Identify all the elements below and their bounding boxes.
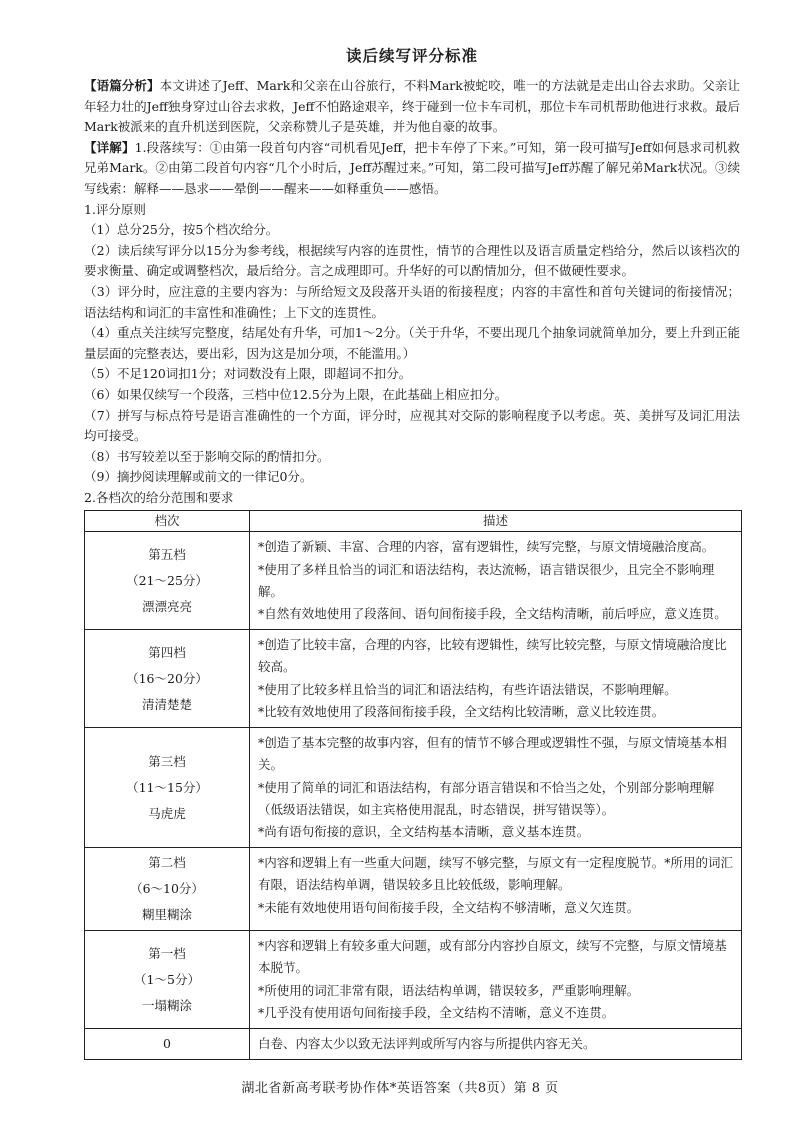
level-nickname: 一塌糊涂 <box>141 997 192 1013</box>
level-range: （16～20分） <box>126 670 208 686</box>
principle-item: （4）重点关注续写完整度，结尾处有升华，可加1～2分。（关于升华，不要出现几个抽象词就简单加分，要上升到正能量层面的完整表达，要出彩，因为这是加分项，不能滥用。） <box>84 325 740 361</box>
level-cell <box>85 848 250 931</box>
level-cell <box>85 532 250 630</box>
description-line: *创造了比较丰富，合理的内容，比较有逻辑性，续写比较完整，与原文情境融洽度比较高。 <box>258 637 727 675</box>
description-line: *内容和逻辑上有较多重大问题，或有部分内容抄自原文，续写不完整，与原文情境基本脱节。 <box>258 938 727 976</box>
description-line: *几乎没有使用语句间衔接手段，全文结构不清晰，意义不连贯。 <box>258 1004 615 1020</box>
level-name: 第三档 <box>148 753 186 769</box>
level-nickname: 漂漂亮亮 <box>141 598 192 614</box>
level-cell <box>85 931 250 1029</box>
description-cell <box>250 1028 742 1059</box>
description-line: *比较有效地使用了段落间衔接手段，全文结构比较清晰，意义比较连贯。 <box>258 703 665 719</box>
description-line: *创造了新颖、丰富、合理的内容，富有逻辑性，续写完整，与原文情境融洽度高。 <box>258 539 715 555</box>
description-line: *所使用的词汇非常有限，语法结构单调，错误较多，严重影响理解。 <box>258 982 640 998</box>
level-range: （11～15分） <box>126 779 208 795</box>
description-line: 白卷、内容太少以致无法评判或所写内容与所提供内容无关。 <box>258 1035 596 1051</box>
level-name: 第四档 <box>148 644 186 660</box>
level-nickname: 糊里糊涂 <box>141 907 192 923</box>
description-line: *内容和逻辑上有一些重大问题，续写不够完整，与原文有一定程度脱节。*所用的词汇有限，语法结构单调，错误较多且比较低级，影响理解。 <box>258 855 734 893</box>
description-line: *尚有语句衔接的意识，全文结构基本清晰，意义基本连贯。 <box>258 823 590 839</box>
level-cell <box>85 630 250 728</box>
principles-list <box>84 220 740 488</box>
level-name: 0 <box>163 1036 171 1052</box>
description-cell <box>250 931 742 1029</box>
level-range: （1～5分） <box>134 971 200 987</box>
levels-heading: 2.各档次的给分范围和要求 <box>84 489 234 505</box>
principles-heading: 1.评分原则 <box>84 201 146 217</box>
principle-item: （6）如果仅续写一个段落，三档中位12.5分为上限，在此基础上相应扣分。 <box>84 386 508 402</box>
description-line: *创造了基本完整的故事内容，但有的情节不够合理或逻辑性不强，与原文情境基本相关。 <box>258 735 727 773</box>
table-row <box>85 630 742 728</box>
description-line: *未能有效地使用语句间衔接手段，全文结构不够清晰，意义欠连贯。 <box>258 899 640 915</box>
table-header-row <box>85 511 742 532</box>
principle-item: （3）评分时，应注意的主要内容为：与所给短文及段落开头语的衔接程度；内容的丰富性和首句关键词的衔接情况；语法结构和词汇的丰富性和准确性；上下文的连贯性。 <box>84 283 740 320</box>
header-level: 档次 <box>85 511 250 532</box>
level-nickname: 马虎虎 <box>148 805 186 821</box>
level-cell <box>85 1028 250 1059</box>
description-line: *使用了比较多样且恰当的词汇和语法结构，有些许语法错误，不影响理解。 <box>258 681 677 697</box>
explain-paragraph <box>84 138 740 200</box>
principle-item: （9）摘抄阅读理解或前文的一律记0分。 <box>84 469 313 485</box>
description-cell <box>250 848 742 931</box>
table-row <box>85 1028 742 1059</box>
principle-item: （1）总分25分，按5个档次给分。 <box>84 222 279 238</box>
analysis-text: 本文讲述了Jeff、Mark和父亲在山谷旅行，不料Mark被蛇咬，唯一的方法就是走出山谷去求助。父亲让年轻力壮的Jeff独身穿过山谷去求救，Jeff不怕路途艰辛，终于碰到一位卡车司机，那位卡车司机帮助他进行求救。最后Mark被派来的直升机送到医院，父亲称赞儿子是英雄，并为他自豪的故事。 <box>84 78 740 135</box>
level-nickname: 清清楚楚 <box>141 696 192 712</box>
principle-item: （8）书写较差以至于影响交际的酌情扣分。 <box>84 448 330 464</box>
page-footer: 湖北省新高考联考协作体*英语答案（共8页）第 8 页 <box>241 1081 559 1096</box>
description-cell <box>250 630 742 728</box>
analysis-label: 【语篇分析】 <box>84 78 160 93</box>
table-row <box>85 848 742 931</box>
table-row <box>85 728 742 848</box>
level-name: 第一档 <box>148 945 186 961</box>
description-line: *使用了多样且恰当的词汇和语法结构，表达流畅，语言错误很少，且完全不影响理解。 <box>258 561 715 599</box>
description-cell <box>250 728 742 848</box>
description-line: *使用了简单的词汇和语法结构，有部分语言错误和不恰当之处，个别部分影响理解（低级语法错误，如主宾格使用混乱，时态错误，拼写错误等）。 <box>258 779 715 817</box>
principle-item: （2）读后续写评分以15分为参考线，根据续写内容的连贯性，情节的合理性以及语言质量定档给分，然后以该档次的要求衡量、确定或调整档次，最后给分。言之成理即可。升华好的可以酌情加分，但不做硬性要求。 <box>84 242 740 279</box>
header-description: 描述 <box>250 511 742 532</box>
table-row <box>85 532 742 630</box>
analysis-paragraph <box>84 76 740 138</box>
rubric-table <box>84 510 742 1060</box>
explain-label: 【详解】 <box>84 139 135 155</box>
page-title: 读后续写评分标准 <box>345 47 478 65</box>
level-cell <box>85 728 250 848</box>
level-name: 第五档 <box>148 546 186 562</box>
table-row <box>85 931 742 1029</box>
level-range: （6～10分） <box>130 881 204 897</box>
principle-item: （7）拼写与标点符号是语言准确性的一个方面，评分时，应视其对交际的影响程度予以考虑。英、美拼写及词汇用法均可接受。 <box>84 407 740 444</box>
description-cell <box>250 532 742 630</box>
description-line: *自然有效地使用了段落间、语句间衔接手段，全文结构清晰，前后呼应，意义连贯。 <box>258 606 727 622</box>
principle-item: （5）不足120词扣1分；对词数没有上限，即超词不扣分。 <box>84 366 412 382</box>
explain-text: 1.段落续写：①由第一段首句内容“司机看见Jeff，把卡车停了下来。”可知，第一段可描写Jeff如何恳求司机救兄弟Mark。②由第二段首句内容“几个小时后，Jeff苏醒过来。”可知，第二段可描写Jeff苏醒了解兄弟Mark状况。③续写线索：解释——恳求——晕倒——醒来——如释重负——感悟。 <box>84 139 740 196</box>
level-range: （21～25分） <box>126 572 208 588</box>
level-name: 第二档 <box>148 855 186 871</box>
